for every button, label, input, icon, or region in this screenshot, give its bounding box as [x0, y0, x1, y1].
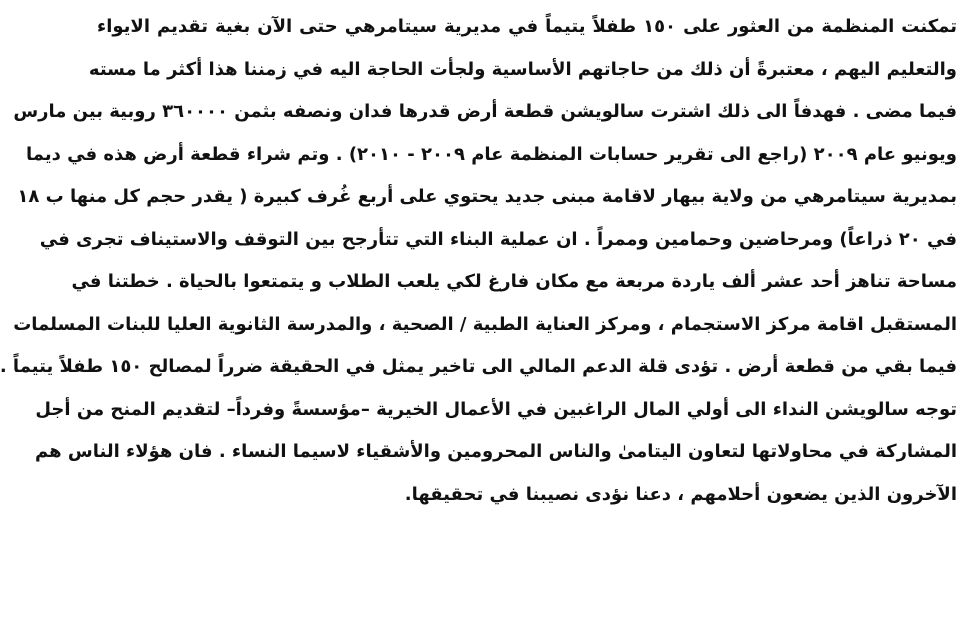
paragraph-line: ويونيو عام ٢٠٠٩ (راجع الى تقرير حسابات المنظمة عام ٢٠٠٩ - ٢٠١٠) . وتم شراء قطعة أرض هذه في ديما [26, 143, 957, 165]
paragraph-line: المستقبل اقامة مركز الاستجمام ، ومركز العناية الطبية / الصحية ، والمدرسة الثانوية العليا للبنات المسلمات [13, 313, 957, 335]
paragraph-line: توجه سالويشن النداء الى أولي المال الراغبين في الأعمال الخيرية –مؤسسةً وفرداً– لتقديم المنح من أجل [35, 398, 957, 420]
article-paragraph [0, 6, 957, 516]
paragraph-line: مساحة تناهز أحد عشر ألف ياردة مربعة مع مكان فارغ لكي يلعب الطلاب و يتمتعوا بالحياة . خطتنا في [71, 271, 957, 292]
paragraph-line: فيما مضى . فهدفاً الى ذلك اشترت سالويشن قطعة أرض قدرها فدان ونصفه بثمن ٣٦٠٠٠٠ روبية بين مارس [13, 101, 957, 122]
paragraph-line: الآخرون الذين يضعون أحلامهم ، دعنا نؤدى نصيبنا في تحقيقها. [404, 483, 957, 505]
paragraph-line: بمديرية سيتامرهي من ولاية بيهار لاقامة مبنى جديد يحتوي على أربع غُرف كبيرة ( يقدر حجم كل منها ب ١٨ [17, 186, 957, 207]
paragraph-line: المشاركة في محاولاتها لتعاون اليتامىٰ والناس المحرومين والأشقياء لاسيما النساء . فان هؤلاء الناس هم [35, 441, 957, 462]
paragraph-line: في ٢٠ ذراعاً) ومرحاضين وحمامين وممراً . ان عملية البناء التي تتأرجح بين التوقف والاستيناف تجرى في [39, 228, 957, 250]
paragraph-line: فيما بقي من قطعة أرض . تؤدى قلة الدعم المالي الى تاخير يمثل في الحقيقة ضرراً لمصالح ١٥٠ طفلاً يتيماً . [0, 356, 957, 377]
paragraph-line: تمكنت المنظمة من العثور على ١٥٠ طفلاً يتيماً في مديرية سيتامرهي حتى الآن بغية تقديم الايواء [97, 16, 957, 37]
paragraph-line: والتعليم اليهم ، معتبرةً أن ذلك من حاجاتهم الأساسية ولجأت الحاجة اليه في زمننا هذا أكثر ما مسته [88, 58, 957, 80]
